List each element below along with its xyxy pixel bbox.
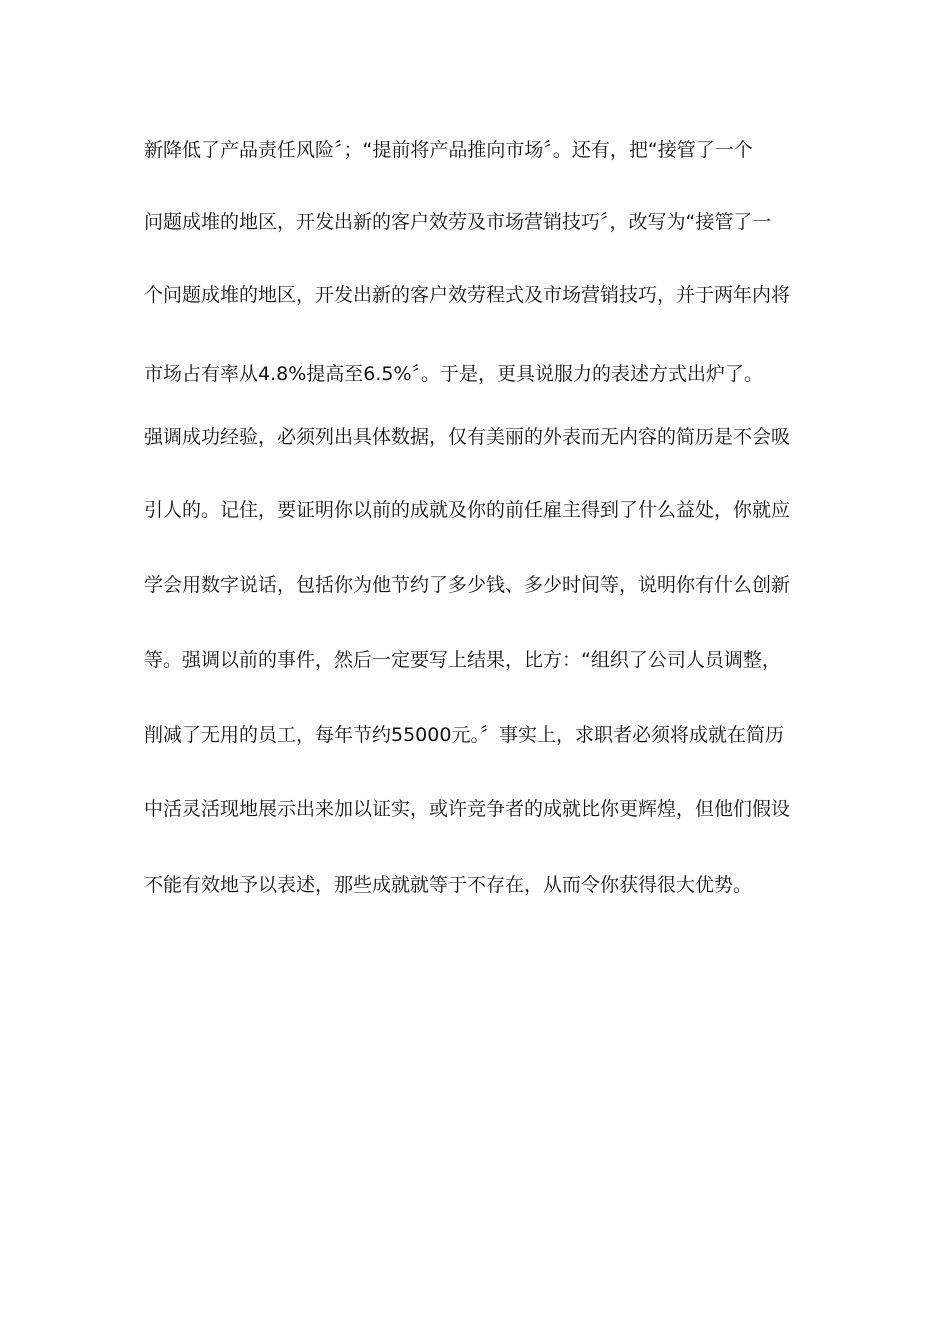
paragraph-1-line-2: 问题成堆的地区，开发出新的客户效劳及市场营销技巧〞，改写为“接管了一: [144, 211, 772, 233]
paragraph-2-line-7: 不能有效地予以表述，那些成就就等于不存在，从而令你获得很大优势。: [144, 874, 753, 896]
paragraph-2-line-3: 学会用数字说话，包括你为他节约了多少钱、多少时间等，说明你有什么创新: [144, 574, 791, 596]
paragraph-1-line-1: 新降低了产品责任风险〞；“提前将产品推向市场〞。还有，把“接管了一个: [144, 139, 753, 161]
paragraph-2-line-6: 中活灵活现地展示出来加以证实，或许竞争者的成就比你更辉煌，但他们假设: [144, 798, 791, 820]
paragraph-1-line-4: 市场占有率从4.8%提高至6.5%〞。于是，更具说服力的表述方式出炉了。: [144, 363, 764, 385]
paragraph-2-line-1: 强调成功经验，必须列出具体数据，仅有美丽的外表而无内容的简历是不会吸: [144, 426, 791, 448]
paragraph-2-line-4: 等。强调以前的事件，然后一定要写上结果，比方：“组织了公司人员调整，: [144, 649, 781, 671]
paragraph-2-line-5: 削减了无用的员工，每年节约55000元。〞事实上，求职者必须将成就在简历: [144, 724, 784, 746]
paragraph-1-line-3: 个问题成堆的地区，开发出新的客户效劳程式及市场营销技巧，并于两年内将: [144, 284, 791, 306]
paragraph-2-line-2: 引人的。记住，要证明你以前的成就及你的前任雇主得到了什么益处，你就应: [144, 499, 791, 521]
